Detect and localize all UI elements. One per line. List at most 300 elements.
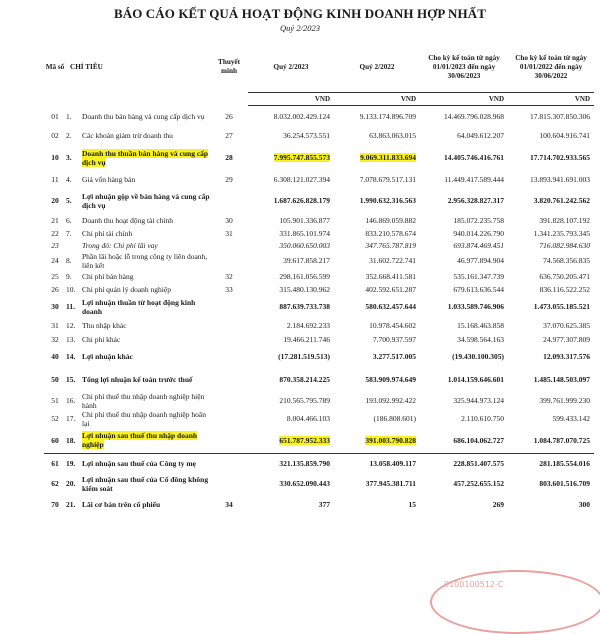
row-label [82, 283, 210, 296]
value-ytd-2022-text: 24.977.307.809 [543, 334, 591, 344]
row-note-ref [210, 346, 248, 368]
row-index [66, 346, 82, 368]
value-q2-2023 [248, 318, 334, 333]
value-ytd-2022 [508, 106, 594, 128]
value-ytd-2023 [420, 172, 508, 188]
row-index-text: 20. [66, 479, 76, 488]
row-code [44, 240, 66, 252]
row-code-text: 02 [51, 131, 59, 140]
row-note-ref [210, 172, 248, 188]
header-thuyet-minh: Thuyết minh [218, 58, 240, 76]
value-ytd-2023-text: 14.469.796.028.968 [444, 112, 505, 122]
row-index-text: 7. [66, 228, 72, 238]
row-label-text: Giá vốn hàng bán [82, 175, 136, 184]
value-q2-2023-text: 19.466.211.746 [283, 334, 331, 344]
row-code-text: 31 [51, 320, 59, 330]
value-q2-2022 [334, 106, 420, 128]
value-ytd-2022 [508, 454, 594, 474]
company-stamp [430, 570, 600, 634]
row-label [82, 188, 210, 214]
row-label [82, 392, 210, 410]
row-code-text: 10 [51, 153, 59, 162]
header-ytd-2022: Cho kỳ kế toán từ ngày 01/01/2022 đến ngày 30/06/2022 [515, 53, 587, 80]
row-note-ref-text: 31 [225, 228, 233, 238]
row-label-text: Chi phí thuế thu nhập doanh nghiệp hiện hành [82, 391, 205, 410]
value-ytd-2023-text: 34.598.564.163 [457, 334, 505, 344]
table-body [44, 106, 594, 516]
row-code [44, 318, 66, 333]
table-row [44, 214, 594, 227]
row-index-text: 19. [66, 459, 76, 469]
value-ytd-2022 [508, 333, 594, 346]
value-q2-2023 [248, 368, 334, 392]
value-q2-2022-text: 63.863.063.015 [369, 131, 417, 140]
row-code [44, 392, 66, 410]
value-ytd-2023 [420, 392, 508, 410]
value-ytd-2022-text: 12.093.317.576 [543, 352, 591, 361]
row-index [66, 410, 82, 428]
row-code [44, 128, 66, 144]
row-code-text: 62 [51, 479, 59, 488]
value-q2-2022-text: 31.602.722.741 [369, 256, 417, 265]
table-row [44, 494, 594, 516]
value-ytd-2022-text: 716.082.984.630 [539, 241, 591, 250]
table-row [44, 346, 594, 368]
report-title: BÁO CÁO KẾT QUẢ HOẠT ĐỘNG KINH DOANH HỢP NHẤT [113, 6, 487, 21]
row-label [82, 252, 210, 270]
value-ytd-2023-text: 2.110.610.750 [461, 414, 505, 423]
row-code-text: 26 [51, 284, 59, 294]
row-index-text: 9. [66, 271, 72, 281]
income-statement-table [44, 42, 594, 516]
row-code [44, 227, 66, 240]
row-code-text: 22 [51, 228, 59, 238]
value-q2-2023 [248, 270, 334, 283]
row-index-text: 17. [66, 414, 76, 423]
row-code [44, 454, 66, 474]
value-ytd-2022-text: 13.893.941.691.003 [530, 175, 591, 184]
value-q2-2023-text: 298.161.056.599 [279, 271, 331, 281]
value-q2-2022-text: 583.909.974.649 [365, 375, 417, 384]
header-chi-tieu: CHỈ TIÊU [70, 62, 103, 71]
value-q2-2022 [334, 494, 420, 516]
value-ytd-2023-text: (19.430.100.305) [452, 352, 505, 361]
row-note-ref-text: 32 [225, 271, 233, 281]
value-q2-2022-text: 13.058.409.117 [369, 459, 417, 469]
value-q2-2022 [334, 252, 420, 270]
table-row [44, 128, 594, 144]
value-ytd-2022-text: 74.568.356.835 [543, 256, 591, 265]
value-q2-2023 [248, 474, 334, 494]
value-q2-2023 [248, 296, 334, 318]
row-label-text: Chi phí quản lý doanh nghiệp [82, 284, 171, 294]
value-ytd-2022-text: 281.185.554.016 [539, 459, 591, 469]
row-label [82, 106, 210, 128]
row-label [82, 296, 210, 318]
value-q2-2022-text: 391.003.790.828 [365, 435, 417, 445]
value-ytd-2023 [420, 474, 508, 494]
value-q2-2022-text: 347.765.787.819 [365, 241, 417, 250]
value-q2-2023 [248, 428, 334, 454]
table-row [44, 188, 594, 214]
value-ytd-2023 [420, 283, 508, 296]
row-label-text: Thu nhập khác [82, 320, 127, 330]
value-q2-2023 [248, 252, 334, 270]
row-label-text: Lợi nhuận sau thuế thu nhập doanh nghiệp [82, 431, 198, 450]
row-code [44, 214, 66, 227]
value-q2-2023 [248, 188, 334, 214]
row-note-ref-text: 30 [225, 215, 233, 225]
row-code-text: 61 [51, 459, 59, 469]
row-note-ref [210, 454, 248, 474]
value-ytd-2022 [508, 270, 594, 283]
value-ytd-2023-text: 693.874.469.451 [453, 241, 505, 250]
value-q2-2022-text: 580.632.457.644 [365, 302, 417, 311]
row-label [82, 144, 210, 172]
unit-label: VND [334, 93, 420, 106]
row-note-ref [210, 474, 248, 494]
row-note-ref-text: 26 [225, 112, 233, 121]
row-label [82, 318, 210, 333]
value-ytd-2023 [420, 368, 508, 392]
row-label-text: Doanh thu thuần bán hàng và cung cấp dịch vụ [82, 148, 209, 167]
row-code-text: 50 [51, 375, 59, 384]
value-q2-2023 [248, 227, 334, 240]
row-code [44, 410, 66, 428]
value-ytd-2022 [508, 318, 594, 333]
row-code-text: 20 [51, 196, 59, 205]
value-q2-2023-text: 8.004.466.103 [286, 414, 331, 423]
value-q2-2023-text: 105.901.336.877 [279, 215, 331, 225]
value-q2-2022-text: (186.808.601) [373, 414, 417, 423]
row-note-ref-text: 33 [225, 284, 233, 294]
row-label-text: Trong đó: Chi phí lãi vay [82, 241, 158, 250]
value-q2-2023 [248, 128, 334, 144]
value-q2-2023-text: 870.358.214.225 [279, 375, 331, 384]
row-label [82, 227, 210, 240]
value-ytd-2022 [508, 172, 594, 188]
row-index-text: 5. [66, 196, 72, 205]
value-q2-2023-text: 330.652.090.443 [279, 479, 331, 488]
value-q2-2023 [248, 392, 334, 410]
row-note-ref [210, 428, 248, 454]
table-row [44, 252, 594, 270]
row-label [82, 428, 210, 454]
row-code [44, 368, 66, 392]
row-label-text: Chi phí thuế thu nhập doanh nghiệp hoãn lại [82, 409, 206, 428]
unit-row [44, 93, 594, 106]
row-code [44, 494, 66, 516]
value-q2-2022-text: 352.668.411.581 [365, 271, 417, 281]
value-ytd-2022 [508, 227, 594, 240]
row-code [44, 283, 66, 296]
value-q2-2022-text: 377.945.381.711 [365, 479, 417, 488]
row-index [66, 128, 82, 144]
row-note-ref [210, 494, 248, 516]
row-note-ref [210, 144, 248, 172]
value-q2-2022 [334, 172, 420, 188]
value-ytd-2023-text: 185.072.235.758 [453, 215, 505, 225]
value-ytd-2023 [420, 296, 508, 318]
value-q2-2023 [248, 410, 334, 428]
value-ytd-2022-text: 391.828.107.192 [539, 215, 591, 225]
value-q2-2022 [334, 368, 420, 392]
row-label-text: Lợi nhuận thuần từ hoạt động kinh doanh [82, 297, 196, 316]
row-label-text: Phần lãi hoặc lỗ trong công ty liên doanh, liên kết [82, 251, 208, 270]
row-code-text: 01 [51, 112, 59, 121]
value-q2-2022 [334, 296, 420, 318]
row-index [66, 428, 82, 454]
row-code [44, 252, 66, 270]
row-index [66, 144, 82, 172]
row-label-text: Lãi cơ bản trên cổ phiếu [82, 500, 161, 509]
table-row [44, 144, 594, 172]
value-q2-2023-text: 1.687.626.828.179 [273, 196, 331, 205]
table-row [44, 283, 594, 296]
table-header-row [44, 42, 594, 93]
row-index [66, 368, 82, 392]
row-note-ref-text: 29 [225, 175, 233, 184]
row-note-ref [210, 283, 248, 296]
value-ytd-2023 [420, 410, 508, 428]
value-q2-2023 [248, 144, 334, 172]
row-code-text: 25 [51, 271, 59, 281]
value-ytd-2022 [508, 346, 594, 368]
row-label-text: Lợi nhuận gộp về bán hàng và cung cấp dịch vụ [82, 191, 210, 210]
row-index [66, 214, 82, 227]
value-ytd-2022 [508, 188, 594, 214]
value-ytd-2023-text: 269 [492, 500, 505, 509]
value-ytd-2022-text: 803.601.516.709 [539, 479, 591, 488]
value-ytd-2023-text: 457.252.655.152 [453, 479, 505, 488]
row-index [66, 392, 82, 410]
row-code-text: 21 [51, 215, 59, 225]
row-label-text: Các khoản giảm trừ doanh thu [82, 131, 173, 140]
value-q2-2023 [248, 240, 334, 252]
row-note-ref [210, 392, 248, 410]
row-index [66, 474, 82, 494]
row-code-text: 70 [51, 500, 59, 509]
header-q2-2023: Quý 2/2023 [273, 62, 309, 71]
value-ytd-2023-text: 64.049.612.207 [457, 131, 505, 140]
value-ytd-2022-text: 636.750.205.471 [539, 271, 591, 281]
value-ytd-2023-text: 15.168.463.858 [457, 320, 505, 330]
value-ytd-2023-text: 686.104.062.727 [453, 435, 505, 445]
value-q2-2023 [248, 172, 334, 188]
value-q2-2023-text: 321.135.859.790 [279, 459, 331, 469]
row-note-ref-text: 28 [225, 153, 233, 162]
value-q2-2022 [334, 454, 420, 474]
row-index-text: 21. [66, 500, 76, 509]
row-label [82, 346, 210, 368]
value-q2-2022-text: 3.277.517.005 [372, 352, 417, 361]
value-q2-2023-text: 350.060.650.003 [279, 241, 331, 250]
value-ytd-2022 [508, 283, 594, 296]
value-q2-2022 [334, 227, 420, 240]
table-row [44, 333, 594, 346]
value-q2-2022-text: 15 [408, 500, 417, 509]
value-ytd-2022-text: 836.116.522.252 [539, 284, 591, 294]
row-index [66, 494, 82, 516]
row-index [66, 283, 82, 296]
value-ytd-2022-text: 599.433.142 [552, 414, 591, 423]
value-ytd-2023-text: 46.977.894.904 [457, 256, 505, 265]
value-ytd-2023-text: 2.956.328.827.317 [447, 196, 505, 205]
value-ytd-2023-text: 1.014.159.646.601 [447, 375, 505, 384]
row-index-text: 2. [66, 131, 72, 140]
row-note-ref-text: 27 [225, 131, 233, 140]
value-q2-2022 [334, 144, 420, 172]
value-ytd-2022-text: 17.714.702.933.565 [530, 153, 591, 162]
value-ytd-2022-text: 1.084.787.070.725 [533, 435, 591, 445]
row-code-text: 30 [51, 302, 59, 311]
row-index [66, 188, 82, 214]
table-row [44, 270, 594, 283]
row-label-text: Chi phí khác [82, 334, 121, 344]
row-index-text: 6. [66, 215, 72, 225]
value-ytd-2023 [420, 240, 508, 252]
value-ytd-2022 [508, 410, 594, 428]
value-q2-2022-text: 146.869.059.882 [365, 215, 417, 225]
header-q2-2022: Quý 2/2022 [359, 62, 395, 71]
value-ytd-2023 [420, 333, 508, 346]
row-index-text: 13. [66, 334, 76, 344]
value-q2-2023 [248, 283, 334, 296]
row-index [66, 227, 82, 240]
value-q2-2023-text: 39.617.858.217 [283, 256, 331, 265]
row-label [82, 454, 210, 474]
row-label [82, 494, 210, 516]
value-q2-2022 [334, 392, 420, 410]
value-ytd-2022-text: 399.761.999.230 [539, 396, 591, 405]
row-code [44, 172, 66, 188]
value-q2-2022 [334, 128, 420, 144]
table-row [44, 428, 594, 454]
table-row [44, 240, 594, 252]
value-ytd-2022-text: 300 [578, 500, 591, 509]
value-ytd-2023-text: 535.161.347.739 [453, 271, 505, 281]
value-ytd-2022 [508, 368, 594, 392]
row-code-text: 60 [51, 435, 59, 445]
row-label [82, 333, 210, 346]
value-ytd-2023 [420, 428, 508, 454]
row-code-text: 40 [51, 352, 59, 361]
row-code [44, 188, 66, 214]
row-index-text: 14. [66, 352, 76, 361]
value-ytd-2022-text: 1.473.055.185.521 [533, 302, 591, 311]
row-label-text: Lợi nhuận khác [82, 352, 133, 361]
value-q2-2023-text: 315.480.130.962 [279, 284, 331, 294]
row-code [44, 474, 66, 494]
value-q2-2022-text: 7.078.679.517.131 [359, 175, 417, 184]
table-row [44, 368, 594, 392]
row-label-text: Chi phí tài chính [82, 228, 133, 238]
table-row [44, 296, 594, 318]
row-label-text: Doanh thu bán hàng và cung cấp dịch vụ [82, 112, 205, 121]
row-code-text: 52 [51, 414, 59, 423]
value-q2-2023 [248, 106, 334, 128]
value-ytd-2023 [420, 494, 508, 516]
row-note-ref [210, 368, 248, 392]
row-index-text: 18. [66, 435, 76, 445]
value-q2-2023 [248, 494, 334, 516]
table-row [44, 227, 594, 240]
row-note-ref [210, 106, 248, 128]
value-ytd-2023 [420, 227, 508, 240]
row-note-ref [210, 252, 248, 270]
value-ytd-2023-text: 325.944.973.124 [453, 396, 505, 405]
value-q2-2022 [334, 283, 420, 296]
value-q2-2023-text: 377 [318, 500, 331, 509]
value-q2-2023 [248, 214, 334, 227]
value-q2-2023-text: 2.184.692.233 [286, 320, 331, 330]
value-q2-2023-text: 651.787.952.333 [279, 435, 331, 445]
value-ytd-2022 [508, 240, 594, 252]
value-q2-2022-text: 402.592.651.287 [365, 284, 417, 294]
row-note-ref-text: 34 [225, 500, 233, 509]
unit-label: VND [420, 93, 508, 106]
row-code-text: 32 [51, 334, 59, 344]
value-ytd-2023 [420, 346, 508, 368]
value-q2-2022-text: 9.069.311.833.694 [360, 153, 417, 162]
row-index [66, 252, 82, 270]
unit-label: VND [248, 93, 334, 106]
row-index [66, 172, 82, 188]
row-index [66, 270, 82, 283]
value-ytd-2023-text: 228.851.407.575 [453, 459, 505, 469]
row-note-ref [210, 296, 248, 318]
row-code [44, 333, 66, 346]
row-note-ref [210, 270, 248, 283]
row-code [44, 106, 66, 128]
row-code [44, 428, 66, 454]
value-ytd-2023 [420, 252, 508, 270]
value-q2-2023-text: (17.281.519.513) [278, 352, 331, 361]
row-note-ref [210, 318, 248, 333]
table-row [44, 318, 594, 333]
row-index-text: 11. [66, 302, 75, 311]
table-row [44, 454, 594, 474]
value-ytd-2023 [420, 188, 508, 214]
value-ytd-2023-text: 679.613.636.544 [453, 284, 505, 294]
row-code [44, 144, 66, 172]
value-q2-2023-text: 36.254.573.551 [283, 131, 331, 140]
row-code-text: 23 [51, 241, 59, 250]
value-ytd-2023 [420, 106, 508, 128]
value-ytd-2022 [508, 494, 594, 516]
value-q2-2022 [334, 318, 420, 333]
value-q2-2022-text: 193.092.992.422 [365, 396, 417, 405]
header-ma-so: Mã số [45, 62, 65, 71]
row-note-ref [210, 333, 248, 346]
value-ytd-2022 [508, 144, 594, 172]
value-q2-2022-text: 9.133.174.896.709 [359, 112, 417, 122]
row-index [66, 454, 82, 474]
value-q2-2022 [334, 410, 420, 428]
value-q2-2022-text: 7.700.937.597 [372, 334, 417, 344]
row-index-text: 10. [66, 284, 76, 294]
report-period: Quý 2/2023 [280, 23, 320, 33]
value-q2-2022 [334, 474, 420, 494]
row-note-ref [210, 128, 248, 144]
row-code-text: 11 [51, 175, 59, 184]
row-code-text: 51 [51, 396, 59, 405]
row-note-ref [210, 188, 248, 214]
row-index-text: 8. [66, 256, 72, 265]
value-ytd-2023-text: 1.033.589.746.906 [447, 302, 505, 311]
row-label-text: Doanh thu hoạt động tài chính [82, 215, 174, 225]
value-q2-2022-text: 1.990.632.316.563 [359, 196, 417, 205]
